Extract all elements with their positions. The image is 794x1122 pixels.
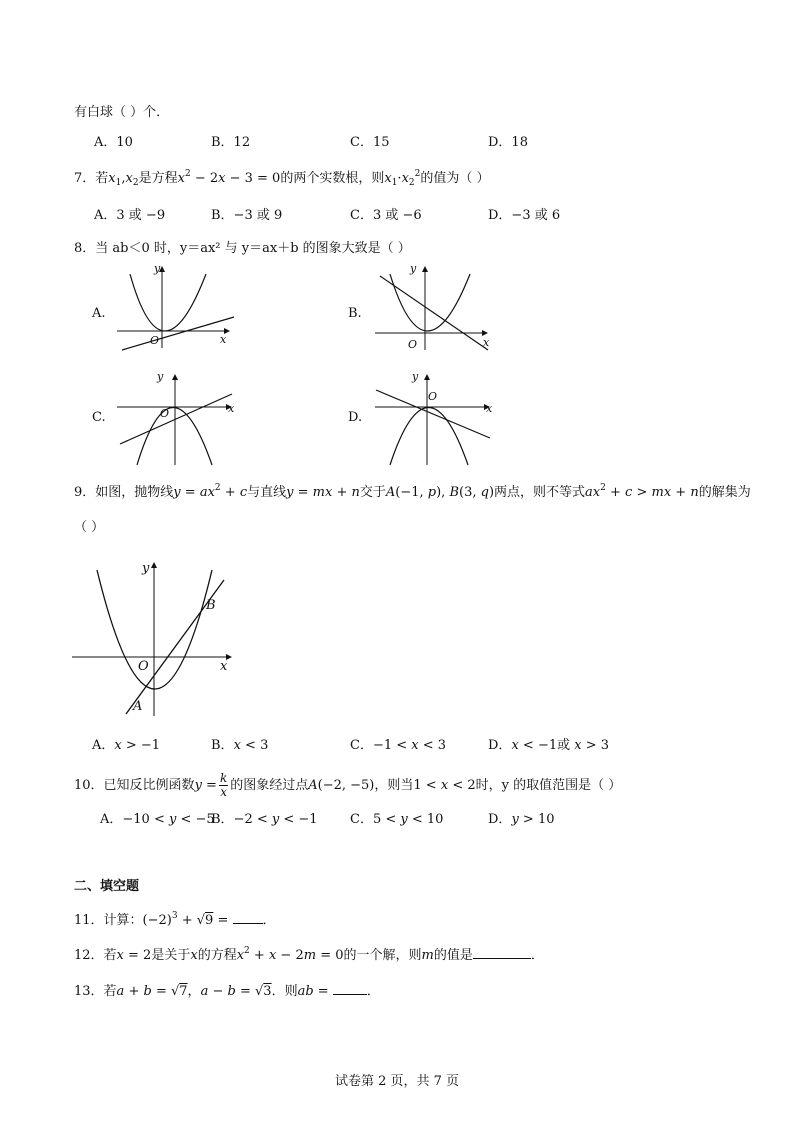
q9-point-a: A <box>133 699 143 714</box>
q10-stem: 10．已知反比例函数y = $\frac{k}{x}$ 的图象经过点A(−2, −5)，则当1 < x < 2时，y 的取值范围是（ ） <box>74 771 622 799</box>
q8-b-y-label: y <box>410 262 417 275</box>
q8-option-a-letter: A. <box>92 306 106 321</box>
q9-option-d: D．x < −1或 x > 3 <box>488 738 610 753</box>
q8-b-x-label: x <box>483 336 490 349</box>
q8-a-y-label: y <box>154 262 161 275</box>
q12-stem: 12．若x = 2是关于x的方程$x^2 + x - 2m = 0$的一个解，则m的值是 ． <box>74 946 544 963</box>
q9-option-b: B．x < 3 <box>211 738 269 753</box>
q9-point-b: B <box>206 598 216 613</box>
q13-answer-blank[interactable] <box>333 982 367 995</box>
q8-option-c-letter: C. <box>92 410 106 425</box>
q9-stem: 9．如图，抛物线$y = ax^2 + c$与直线y = mx + n交于A(−1, p), B(3, q)两点，则不等式$ax^2 + c$ > mx + n的解集为 <box>74 483 751 500</box>
q8-c-origin: O <box>160 407 170 420</box>
q9-option-c: C．−1 < x < 3 <box>350 738 447 753</box>
q7-option-c: C．3 或 −6 <box>350 208 422 223</box>
q9-paren: （ ） <box>74 520 105 535</box>
q9-y-label: y <box>142 561 150 576</box>
q6-option-d: D．18 <box>488 135 528 150</box>
q6-option-a: A．10 <box>94 135 133 150</box>
q13-stem: 13．若a + b = √7，a − b = √3．则ab = ． <box>74 984 380 999</box>
q10-option-b: B．−2 < y < −1 <box>211 812 318 827</box>
q8-stem: 8．当 ab＜0 时，y＝ax² 与 y＝ax＋b 的图象大致是（ ） <box>74 241 411 256</box>
q8-option-d-letter: D. <box>348 410 363 425</box>
q8-d-origin: O <box>428 390 438 403</box>
q8-a-origin: O <box>150 334 160 347</box>
q11-stem: 11．计算：$(-2)^3 + √9$ = ． <box>74 911 276 928</box>
q8-option-b-letter: B. <box>348 306 362 321</box>
q10-option-d: D．y > 10 <box>488 812 555 827</box>
q8-graph-c <box>112 370 242 468</box>
q8-a-x-label: x <box>220 333 227 346</box>
q8-d-y-label: y <box>412 370 419 383</box>
q9-x-label: x <box>220 659 228 674</box>
q8-c-y-label: y <box>157 370 164 383</box>
page-footer: 试卷第 2 页，共 7 页 <box>334 1074 460 1089</box>
q7-option-a: A．3 或 −9 <box>94 208 166 223</box>
q9-option-a: A．x > −1 <box>92 738 161 753</box>
q8-c-x-label: x <box>228 402 235 415</box>
q11-answer-blank[interactable] <box>233 911 263 924</box>
q7-stem: 7．若$x_1,x_2$是方程$x^2 - 2x - 3 = 0$的两个实数根，则$x_1\cdot x_2^2$的值为（ ） <box>74 169 490 188</box>
q8-b-origin: O <box>408 338 418 351</box>
q7-option-b: B．−3 或 9 <box>211 208 283 223</box>
section-heading: 二、填空题 <box>74 879 140 894</box>
q8-d-x-label: x <box>486 402 493 415</box>
q8-graph-b <box>370 262 500 352</box>
q12-answer-blank[interactable] <box>473 946 531 959</box>
q6-option-c: C．15 <box>350 135 390 150</box>
q9-origin: O <box>138 659 149 674</box>
q8-graph-d <box>370 370 500 468</box>
q9-graph <box>70 558 240 716</box>
q6-tail: 有白球（ ）个． <box>74 105 170 120</box>
q10-option-c: C．5 < y < 10 <box>350 812 444 827</box>
q8-graph-a <box>112 262 242 352</box>
q6-option-b: B．12 <box>211 135 251 150</box>
q10-option-a: A．−10 < y < −5 <box>100 812 215 827</box>
q7-option-d: D．−3 或 6 <box>488 208 561 223</box>
